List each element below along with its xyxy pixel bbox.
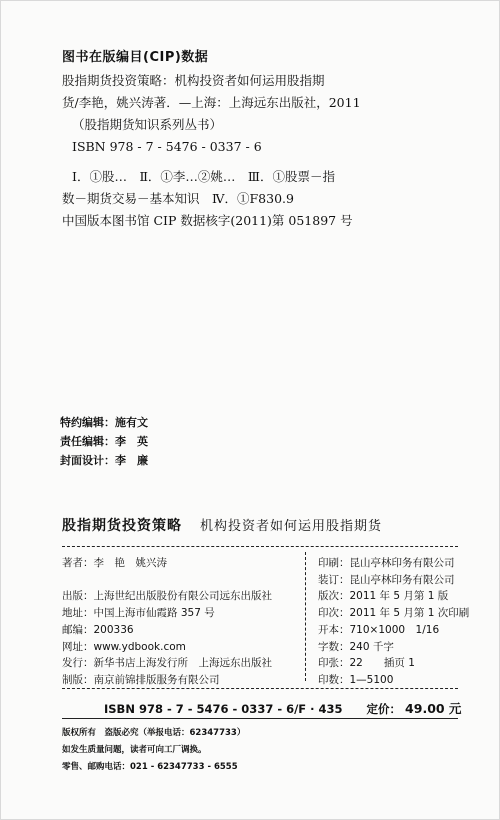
print-run: 印数：1—5100 bbox=[318, 673, 394, 686]
cip-line-series: （股指期货知识系列丛书） bbox=[72, 117, 223, 132]
isbn: ISBN 978 - 7 - 5476 - 0337 - 6/F · 435 bbox=[104, 702, 343, 716]
website: 网址：www.ydbook.com bbox=[62, 640, 186, 653]
typesetting: 制版：南京前锦排版服务有限公司 bbox=[62, 673, 220, 686]
notices bbox=[62, 725, 245, 776]
quality-notice: 如发生质量问题，读者可向工厂调换。 bbox=[62, 745, 207, 755]
divider-middle bbox=[62, 688, 458, 689]
cip-classification-2: 数－期货交易－基本知识 Ⅳ．①F830.9 bbox=[62, 191, 294, 206]
book-title-line bbox=[62, 515, 382, 535]
price-value: 49.00 元 bbox=[405, 701, 462, 716]
book-subtitle: 机构投资者如何运用股指期货 bbox=[200, 519, 383, 534]
print-specs bbox=[318, 555, 469, 689]
word-count: 字数：240 千字 bbox=[318, 640, 394, 653]
divider-vertical bbox=[305, 552, 306, 681]
book-title: 股指期货投资策略 bbox=[62, 518, 182, 534]
address: 地址：中国上海市仙霞路 357 号 bbox=[62, 607, 215, 620]
authors: 著者：李 艳 姚兴涛 bbox=[62, 557, 167, 569]
copyright-notice: 版权所有 盗版必究（举报电话：62347733） bbox=[62, 728, 246, 738]
edition: 版次：2011 年 5 月第 1 版 bbox=[318, 590, 449, 603]
mail-order-phone: 零售、邮购电话：021 - 62347733 - 6555 bbox=[62, 762, 238, 772]
cip-record bbox=[62, 70, 444, 232]
cip-title: 图书在版编目(CIP)数据 bbox=[62, 50, 209, 65]
divider-top bbox=[62, 546, 458, 547]
printer: 印刷：昆山亭林印务有限公司 bbox=[318, 557, 455, 569]
special-editor: 特约编辑：施有文 bbox=[60, 416, 148, 429]
editor-credits bbox=[60, 413, 148, 470]
price-label: 定价： bbox=[366, 702, 402, 716]
format: 开本：710×1000 1/16 bbox=[318, 623, 440, 636]
publisher: 出版：上海世纪出版股份有限公司远东出版社 bbox=[62, 590, 272, 603]
cip-verification-number: 中国版本图书馆 CIP 数据核字(2011)第 051897 号 bbox=[62, 213, 353, 228]
postcode: 邮编：200336 bbox=[62, 623, 134, 636]
binder: 装订：昆山亭林印务有限公司 bbox=[318, 573, 455, 586]
cover-designer: 封面设计：李 廉 bbox=[60, 454, 148, 467]
divider-bottom bbox=[62, 718, 458, 719]
responsible-editor: 责任编辑：李 英 bbox=[60, 435, 148, 448]
impression: 印次：2011 年 5 月第 1 次印刷 bbox=[318, 607, 470, 620]
isbn-price-line bbox=[104, 699, 461, 717]
cip-line-authors: 货/李艳，姚兴涛著．—上海：上海远东出版社，2011 bbox=[62, 95, 361, 110]
cip-classification-1: Ⅰ．①股… Ⅱ．①李…②姚… Ⅲ．①股票－指 bbox=[72, 169, 335, 184]
cip-line-isbn: ISBN 978 - 7 - 5476 - 0337 - 6 bbox=[72, 139, 262, 154]
cip-line-title: 股指期货投资策略：机构投资者如何运用股指期 bbox=[62, 73, 325, 88]
distribution: 发行：新华书店上海发行所 上海远东出版社 bbox=[62, 657, 272, 670]
publication-info bbox=[62, 555, 272, 689]
sheets: 印张：22 插页 1 bbox=[318, 657, 415, 670]
